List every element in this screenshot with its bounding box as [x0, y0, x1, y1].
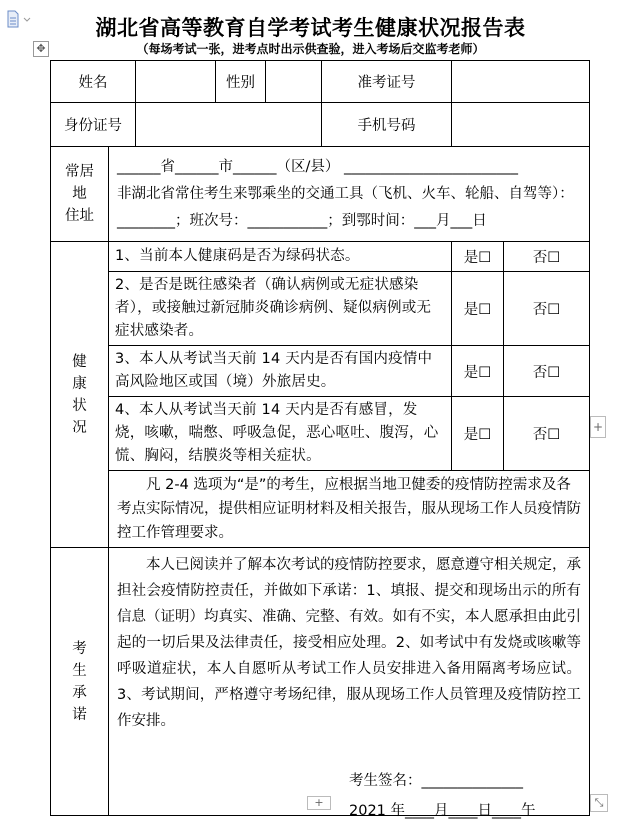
date-line[interactable]: 2021 年____月____日____午: [349, 803, 536, 819]
address-field[interactable]: [109, 147, 590, 242]
name-label: 姓名: [51, 61, 136, 103]
exam-number-label: 准考证号: [322, 61, 452, 103]
form-subtitle: （每场考试一张，进考点时出示供查验，进入考场后交监考老师）: [136, 42, 485, 56]
no-checkbox-2[interactable]: 否☐: [504, 272, 590, 346]
phone-field[interactable]: [452, 103, 590, 147]
add-row-icon[interactable]: +: [307, 796, 331, 810]
table-resize-icon[interactable]: ⤡: [590, 794, 608, 812]
promise-text: 本人已阅读并了解本次考试的疫情防控要求，愿意遵守相关规定，承担社会疫情防控责任，并做如下承诺：1、填报、提交和现场出示的所有信息（证明）均真实、准确、完整、有效。如有不实，本人愿承担由此引起的一切后果及法律责任，接受相应处理。2、如考试中有发烧或咳嗽等呼吸道症状，本人自愿听从考试工作人员安排进入备用隔离考场应试。3、考试期间，严格遵守考场纪律，服从现场工作人员管理及疫情防控工作安排。: [117, 557, 581, 729]
add-column-icon[interactable]: +: [590, 416, 606, 438]
health-status-label: 健 康 状 况: [51, 242, 109, 548]
promise-label: 考 生 承 诺: [51, 548, 109, 816]
address-label: 常居 地 住址: [51, 147, 109, 242]
id-number-field[interactable]: [136, 103, 322, 147]
health-report-table: [50, 60, 590, 819]
health-question-2: 2、是否是既往感染者（确认病例或无症状感染者），或接触过新冠肺炎确诊病例、疑似病例或无症状感染者。: [109, 272, 452, 346]
health-note: 凡 2-4 选项为“是”的考生，应根据当地卫健委的疫情防控需求及各考点实际情况，提供相应证明材料及相关报告，服从现场工作人员疫情防控工作管理要求。: [109, 471, 590, 548]
no-checkbox-1[interactable]: 否☐: [504, 242, 590, 272]
no-checkbox-4[interactable]: 否☐: [504, 397, 590, 471]
id-number-label: 身份证号: [51, 103, 136, 147]
yes-checkbox-2[interactable]: 是☐: [452, 272, 504, 346]
address-line: ______省______市______（区/县） ________________________: [117, 158, 518, 175]
no-checkbox-3[interactable]: 否☐: [504, 346, 590, 397]
health-question-3: 3、本人从考试当天前 14 天内是否有国内疫情中高风险地区或国（境）外旅居史。: [109, 346, 452, 397]
table-move-handle-icon[interactable]: ✥: [33, 41, 49, 57]
promise-cell: [109, 548, 590, 819]
form-title: 湖北省高等教育自学考试考生健康状况报告表: [95, 15, 526, 40]
gender-label: 性别: [216, 61, 266, 103]
signature-line[interactable]: 考生签名：______________: [349, 773, 523, 789]
gender-field[interactable]: [266, 61, 322, 103]
name-field[interactable]: [136, 61, 216, 103]
health-question-1: 1、当前本人健康码是否为绿码状态。: [109, 242, 452, 272]
yes-checkbox-1[interactable]: 是☐: [452, 242, 504, 272]
health-question-4: 4、本人从考试当天前 14 天内是否有感冒，发烧，咳嗽，喘憋、呼吸急促，恶心呕吐、腹泻，心慌、胸闷，结膜炎等相关症状。: [109, 397, 452, 471]
phone-label: 手机号码: [322, 103, 452, 147]
signature-block[interactable]: [349, 766, 536, 826]
yes-checkbox-3[interactable]: 是☐: [452, 346, 504, 397]
transport-line: 非湖北省常住考生来鄂乘坐的交通工具（飞机、火车、轮船、自驾等）：________；班次号：___________；到鄂时间：___月___日: [117, 185, 574, 229]
exam-number-field[interactable]: [452, 61, 590, 103]
yes-checkbox-4[interactable]: 是☐: [452, 397, 504, 471]
